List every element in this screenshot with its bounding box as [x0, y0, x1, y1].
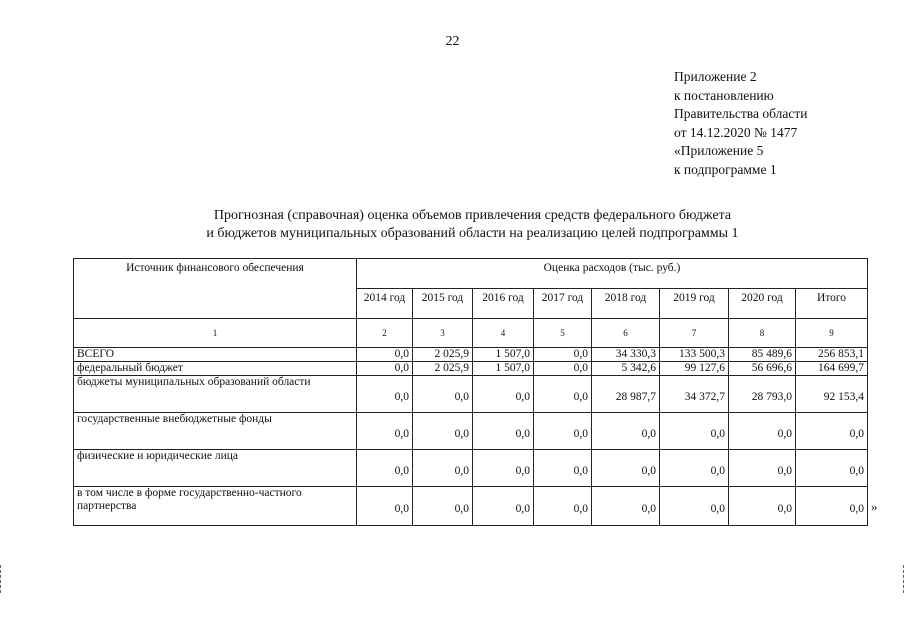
value-cell: 0,0 [592, 450, 660, 487]
value-cell: 0,0 [660, 413, 729, 450]
value-cell: 28 987,7 [592, 376, 660, 413]
estimate-header: Оценка расходов (тыс. руб.) [357, 259, 868, 289]
total-cell: 256 853,1 [796, 348, 868, 362]
appendix-line: к подпрограмме 1 [674, 161, 777, 177]
value-cell: 0,0 [473, 413, 534, 450]
column-number-row [74, 319, 868, 348]
value-cell: 0,0 [357, 413, 413, 450]
source-label: в том числе в форме государственно-частного партнерства [74, 487, 357, 526]
appendix-line: Правительства области [674, 106, 808, 121]
total-cell: 164 699,7 [796, 362, 868, 376]
value-cell: 0,0 [592, 487, 660, 526]
value-cell: 0,0 [413, 487, 473, 526]
value-cell: 0,0 [473, 450, 534, 487]
value-cell: 0,0 [534, 413, 592, 450]
value-cell: 0,0 [660, 450, 729, 487]
value-cell: 0,0 [534, 450, 592, 487]
table-row [74, 348, 868, 362]
table-row [74, 362, 868, 376]
appendix-line: от 14.12.2020 № 1477 [674, 124, 798, 140]
value-cell: 0,0 [357, 348, 413, 362]
value-cell: 0,0 [473, 376, 534, 413]
year-header: 2017 год [534, 289, 592, 319]
value-cell: 0,0 [729, 413, 796, 450]
appendix-line: «Приложение 5 [674, 143, 764, 158]
table-row [74, 450, 868, 487]
value-cell: 0,0 [534, 348, 592, 362]
total-cell: 0,0 [796, 487, 868, 526]
year-header: 2020 год [729, 289, 796, 319]
value-cell: 34 372,7 [660, 376, 729, 413]
value-cell: 0,0 [534, 376, 592, 413]
source-label: государственные внебюджетные фонды [74, 413, 357, 450]
value-cell: 0,0 [729, 450, 796, 487]
value-cell: 133 500,3 [660, 348, 729, 362]
value-cell: 0,0 [592, 413, 660, 450]
column-number: 3 [413, 319, 473, 348]
value-cell: 34 330,3 [592, 348, 660, 362]
source-label: бюджеты муниципальных образований области [74, 376, 357, 413]
value-cell: 1 507,0 [473, 348, 534, 362]
table-row [74, 376, 868, 413]
budget-table [73, 258, 868, 526]
year-header: 2019 год [660, 289, 729, 319]
value-cell: 28 793,0 [729, 376, 796, 413]
header-row [74, 259, 868, 289]
value-cell: 0,0 [413, 450, 473, 487]
value-cell: 1 507,0 [473, 362, 534, 376]
value-cell: 0,0 [413, 413, 473, 450]
value-cell: 0,0 [357, 362, 413, 376]
column-number: 4 [473, 319, 534, 348]
appendix-line: Приложение 2 [674, 69, 757, 84]
value-cell: 0,0 [660, 487, 729, 526]
column-number: 5 [534, 319, 592, 348]
value-cell: 0,0 [413, 376, 473, 413]
column-number: 2 [357, 319, 413, 348]
total-cell: 0,0 [796, 450, 868, 487]
source-label: ВСЕГО [74, 348, 357, 362]
title-line: и бюджетов муниципальных образований области на реализацию целей подпрограммы 1 [206, 226, 739, 241]
year-header: 2015 год [413, 289, 473, 319]
value-cell: 0,0 [534, 362, 592, 376]
appendix-line: к постановлению [674, 87, 774, 103]
value-cell: 85 489,6 [729, 348, 796, 362]
page-number: 22 [445, 34, 460, 49]
value-cell: 99 127,6 [660, 362, 729, 376]
value-cell: 0,0 [729, 487, 796, 526]
scan-edge-mark [0, 565, 3, 593]
value-cell: 0,0 [357, 450, 413, 487]
column-number: 1 [74, 319, 357, 348]
total-header: Итого [796, 289, 868, 319]
closing-quote: » [871, 499, 878, 514]
value-cell: 56 696,6 [729, 362, 796, 376]
total-cell: 0,0 [796, 413, 868, 450]
column-number: 8 [729, 319, 796, 348]
value-cell: 0,0 [357, 487, 413, 526]
value-cell: 0,0 [357, 376, 413, 413]
total-cell: 92 153,4 [796, 376, 868, 413]
document-title [0, 207, 905, 243]
value-cell: 2 025,9 [413, 362, 473, 376]
value-cell: 0,0 [534, 487, 592, 526]
column-number: 9 [796, 319, 868, 348]
source-label: физические и юридические лица [74, 450, 357, 487]
source-label: федеральный бюджет [74, 362, 357, 376]
column-number: 7 [660, 319, 729, 348]
appendix-reference [674, 68, 807, 179]
source-header: Источник финансового обеспечения [74, 259, 357, 319]
table-row [74, 487, 868, 526]
title-line: Прогнозная (справочная) оценка объемов привлечения средств федерального бюджета [213, 208, 732, 223]
year-header: 2014 год [357, 289, 413, 319]
value-cell: 5 342,6 [592, 362, 660, 376]
column-number: 6 [592, 319, 660, 348]
value-cell: 0,0 [473, 487, 534, 526]
value-cell: 2 025,9 [413, 348, 473, 362]
year-header: 2018 год [592, 289, 660, 319]
table-row [74, 413, 868, 450]
year-header: 2016 год [473, 289, 534, 319]
